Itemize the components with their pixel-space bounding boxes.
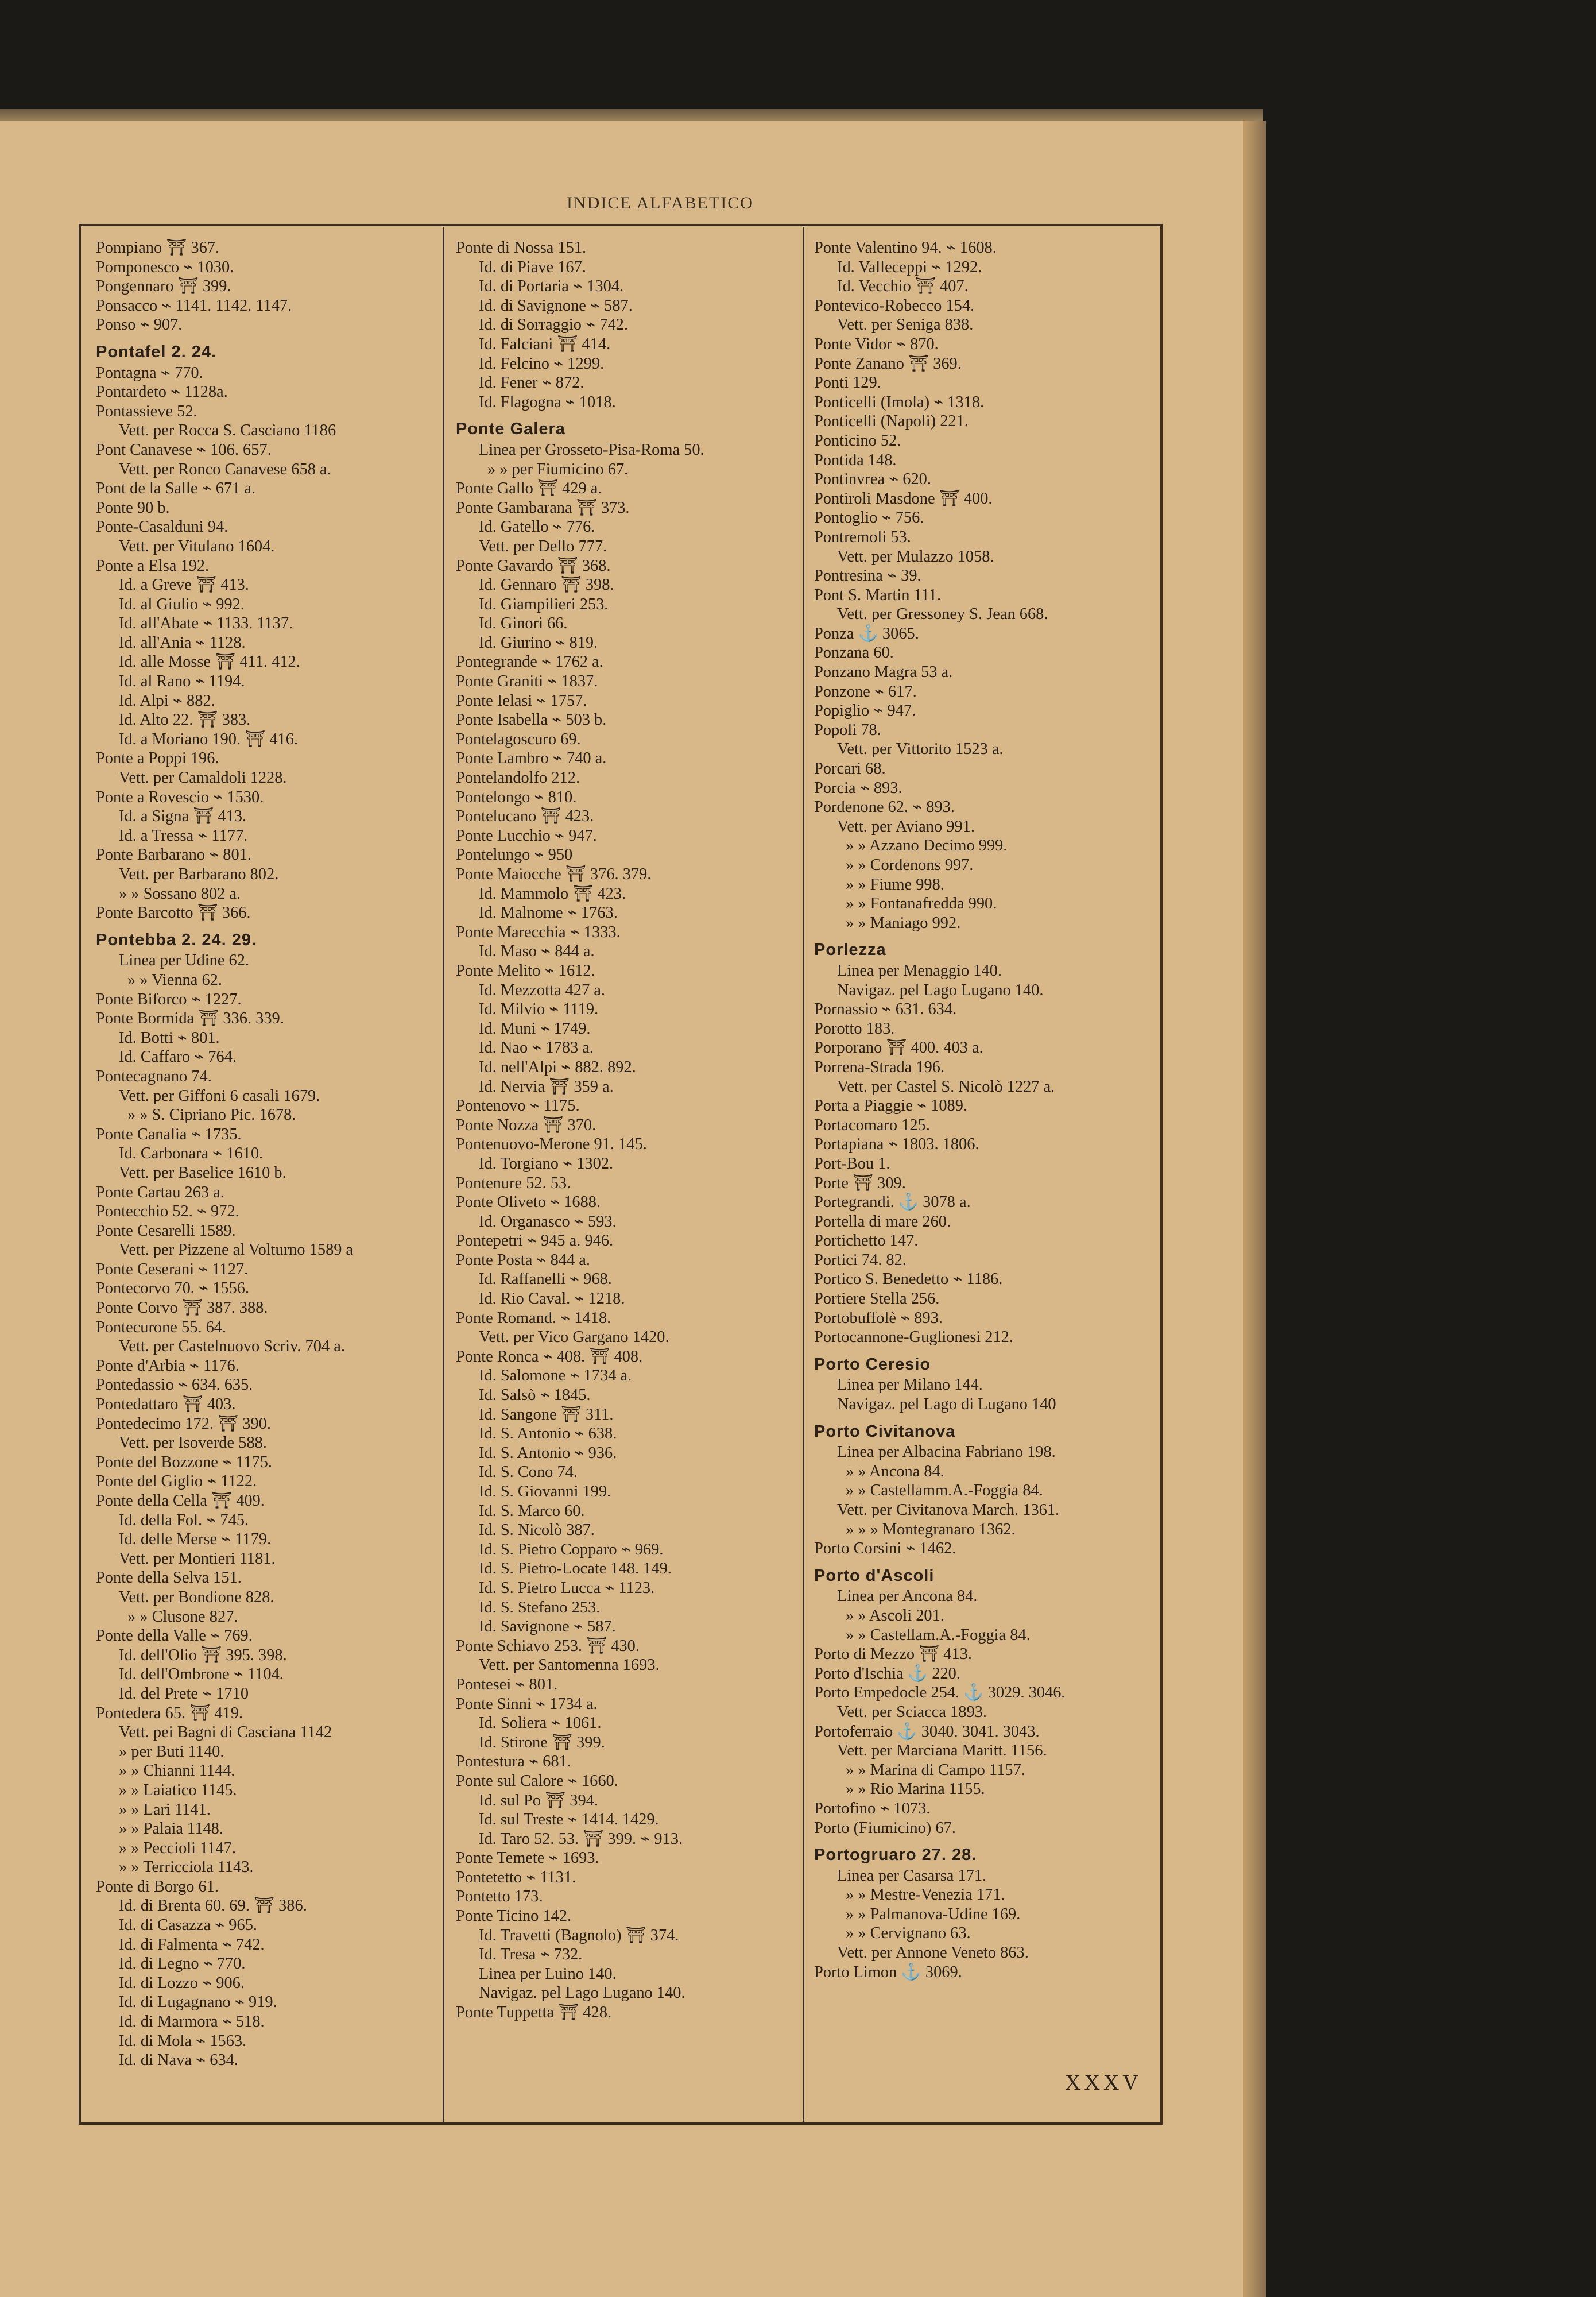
index-entry: Ponte Corvo ⛩ 387. 388. bbox=[96, 1299, 268, 1317]
index-column-1 bbox=[96, 238, 446, 2116]
index-entry: Id. S. Pietro Copparo ⌁ 969. bbox=[479, 1540, 664, 1559]
index-heading: Portogruaro 27. 28. bbox=[814, 1846, 977, 1865]
index-entry: Id. S. Pietro Lucca ⌁ 1123. bbox=[479, 1579, 655, 1597]
index-entry: Ponte a Poppi 196. bbox=[96, 749, 219, 768]
index-entry: Porta a Piaggie ⌁ 1089. bbox=[814, 1097, 968, 1115]
index-entry: Id. Gennaro ⛩ 398. bbox=[479, 576, 614, 594]
index-entry: Id. di Portaria ⌁ 1304. bbox=[479, 277, 624, 296]
index-entry: Id. a Greve ⛩ 413. bbox=[119, 576, 249, 594]
index-entry: Portoferraio ⚓ 3040. 3041. 3043. bbox=[814, 1722, 1040, 1741]
index-entry: Ponte della Selva 151. bbox=[96, 1569, 242, 1587]
index-entry: Ponte Temete ⌁ 1693. bbox=[456, 1849, 599, 1867]
index-entry: Navigaz. pel Lago Lugano 140. bbox=[837, 981, 1044, 999]
index-entry: » » Cordenons 997. bbox=[846, 856, 974, 874]
index-entry: Vett. per Rocca S. Casciano 1186 bbox=[119, 421, 336, 440]
index-entry: Id. Soliera ⌁ 1061. bbox=[479, 1714, 602, 1733]
index-entry: Id. S. Antonio ⌁ 638. bbox=[479, 1425, 617, 1443]
index-entry: Pontardeto ⌁ 1128a. bbox=[96, 383, 228, 401]
index-entry: Vett. per Vitulano 1604. bbox=[119, 537, 275, 555]
index-entry: Popiglio ⌁ 947. bbox=[814, 702, 916, 720]
index-entry: Vett. per Pizzene al Volturno 1589 a bbox=[119, 1241, 354, 1259]
index-entry: Ponti 129. bbox=[814, 374, 881, 392]
index-entry: Ponsacco ⌁ 1141. 1142. 1147. bbox=[96, 296, 292, 315]
index-entry: Id. dell'Ombrone ⌁ 1104. bbox=[119, 1665, 284, 1684]
index-entry: » » Terricciola 1143. bbox=[119, 1858, 254, 1877]
index-entry: Id. Alto 22. ⛩ 383. bbox=[119, 711, 251, 729]
index-entry: » » Fontanafredda 990. bbox=[846, 895, 997, 913]
index-entry: Id. di Piave 167. bbox=[479, 258, 586, 276]
index-entry: Vett. per Camaldoli 1228. bbox=[119, 769, 287, 787]
index-entry: Linea per Albacina Fabriano 198. bbox=[837, 1443, 1056, 1461]
index-entry: Ponte Barbarano ⌁ 801. bbox=[96, 846, 251, 864]
index-entry: Id. sul Treste ⌁ 1414. 1429. bbox=[479, 1811, 659, 1829]
index-entry: » » Castellam.A.-Foggia 84. bbox=[846, 1626, 1031, 1644]
index-entry: Ponte Schiavo 253. ⛩ 430. bbox=[456, 1637, 640, 1655]
index-entry: Pontecurone 55. 64. bbox=[96, 1318, 227, 1336]
index-column-2 bbox=[456, 238, 806, 2116]
index-entry: Ponte Lambro ⌁ 740 a. bbox=[456, 749, 607, 768]
index-entry: Pontestura ⌁ 681. bbox=[456, 1753, 571, 1771]
index-entry: Id. Valleceppi ⌁ 1292. bbox=[837, 258, 982, 276]
index-entry: Ponte 90 b. bbox=[96, 498, 170, 517]
index-entry: Ponticelli (Napoli) 221. bbox=[814, 412, 969, 431]
index-entry: Pontelandolfo 212. bbox=[456, 769, 580, 787]
index-entry: » » Clusone 827. bbox=[127, 1607, 238, 1626]
index-entry: Vett. per Aviano 991. bbox=[837, 817, 975, 836]
index-entry: Porcari 68. bbox=[814, 760, 886, 778]
index-entry: Pontelagoscuro 69. bbox=[456, 730, 581, 748]
index-entry: Id. Maso ⌁ 844 a. bbox=[479, 942, 595, 961]
index-entry: Ponte Nozza ⛩ 370. bbox=[456, 1116, 596, 1134]
index-entry: Id. Travetti (Bagnolo) ⛩ 374. bbox=[479, 1926, 679, 1944]
index-entry: Ponte Graniti ⌁ 1837. bbox=[456, 672, 598, 691]
index-entry: Pontresina ⌁ 39. bbox=[814, 567, 921, 585]
index-entry: » » Laiatico 1145. bbox=[119, 1781, 237, 1799]
index-entry: Id. di Legno ⌁ 770. bbox=[119, 1955, 246, 1973]
index-entry: Porto di Mezzo ⛩ 413. bbox=[814, 1645, 972, 1664]
index-entry: Port-Bou 1. bbox=[814, 1154, 890, 1173]
index-entry: Ponte a Rovescio ⌁ 1530. bbox=[96, 788, 264, 806]
index-entry: Ponte Vidor ⌁ 870. bbox=[814, 335, 939, 353]
index-entry: Id. S. Pietro-Locate 148. 149. bbox=[479, 1560, 672, 1578]
index-entry: Pontetetto ⌁ 1131. bbox=[456, 1868, 576, 1886]
index-entry: Linea per Luino 140. bbox=[479, 1965, 617, 1983]
index-entry: Vett. per Vittorito 1523 a. bbox=[837, 740, 1004, 759]
index-entry: Id. Rio Caval. ⌁ 1218. bbox=[479, 1290, 625, 1308]
index-entry: Id. Carbonara ⌁ 1610. bbox=[119, 1144, 264, 1163]
index-entry: Porte ⛩ 309. bbox=[814, 1174, 906, 1192]
index-entry: Pontoglio ⌁ 756. bbox=[814, 509, 924, 527]
index-entry: Id. di Casazza ⌁ 965. bbox=[119, 1916, 257, 1935]
index-entry: Ponzano Magra 53 a. bbox=[814, 663, 953, 682]
index-entry: Id. Nervia ⛩ 359 a. bbox=[479, 1077, 614, 1096]
index-entry: Pontelongo ⌁ 810. bbox=[456, 788, 577, 806]
index-entry: Portobuffolè ⌁ 893. bbox=[814, 1309, 943, 1327]
index-heading: Pontebba 2. 24. 29. bbox=[96, 930, 257, 949]
index-entry: Porrena-Strada 196. bbox=[814, 1058, 945, 1076]
index-entry: Id. nell'Alpi ⌁ 882. 892. bbox=[479, 1058, 636, 1076]
index-entry: Ponte Barcotto ⛩ 366. bbox=[96, 904, 251, 922]
index-entry: Linea per Milano 144. bbox=[837, 1376, 983, 1394]
index-entry: Id. Alpi ⌁ 882. bbox=[119, 691, 215, 710]
index-entry: Ponte Zanano ⛩ 369. bbox=[814, 354, 962, 373]
index-entry: Pornassio ⌁ 631. 634. bbox=[814, 1000, 957, 1019]
index-entry: Portichetto 147. bbox=[814, 1232, 919, 1250]
index-entry: Ponte Ronca ⌁ 408. ⛩ 408. bbox=[456, 1347, 643, 1366]
index-entry: Porcia ⌁ 893. bbox=[814, 779, 902, 797]
index-entry: Id. S. Marco 60. bbox=[479, 1502, 585, 1520]
index-entry: Pontevico-Robecco 154. bbox=[814, 296, 975, 315]
index-entry: Ponte Romand. ⌁ 1418. bbox=[456, 1309, 611, 1327]
index-entry: Id. Giampilieri 253. bbox=[479, 595, 609, 613]
index-entry: Id. Savignone ⌁ 587. bbox=[479, 1618, 616, 1636]
index-entry: Pontida 148. bbox=[814, 451, 897, 469]
index-entry: Pomponesco ⌁ 1030. bbox=[96, 258, 234, 276]
index-entry: Vett. per Mulazzo 1058. bbox=[837, 547, 994, 566]
index-entry: Id. Raffanelli ⌁ 968. bbox=[479, 1270, 612, 1289]
index-entry: » » per Fiumicino 67. bbox=[487, 460, 629, 478]
index-entry: Ponzana 60. bbox=[814, 644, 894, 662]
index-entry: Porto (Fiumicino) 67. bbox=[814, 1819, 956, 1837]
index-heading: Porto Civitanova bbox=[814, 1422, 956, 1441]
index-entry: Ponte Biforco ⌁ 1227. bbox=[96, 990, 242, 1008]
index-entry: Ponte Gavardo ⛩ 368. bbox=[456, 556, 611, 575]
index-entry: Vett. per Montieri 1181. bbox=[119, 1549, 276, 1568]
index-entry: Ponte del Bozzone ⌁ 1175. bbox=[96, 1453, 272, 1471]
index-entry: Ponte Isabella ⌁ 503 b. bbox=[456, 711, 607, 729]
index-entry: Navigaz. pel Lago Lugano 140. bbox=[479, 1984, 685, 2002]
index-entry: Vett. per Santomenna 1693. bbox=[479, 1656, 660, 1675]
index-entry: Id. all'Abate ⌁ 1133. 1137. bbox=[119, 614, 293, 633]
index-entry: Vett. per Dello 777. bbox=[479, 537, 607, 555]
index-entry: Pont de la Salle ⌁ 671 a. bbox=[96, 479, 256, 498]
index-entry: Portiere Stella 256. bbox=[814, 1290, 940, 1308]
index-entry: Pontiroli Masdone ⛩ 400. bbox=[814, 489, 993, 508]
index-entry: Id. di Lozzo ⌁ 906. bbox=[119, 1974, 245, 1992]
index-entry: Pont S. Martin 111. bbox=[814, 586, 942, 604]
index-entry: Ponte Valentino 94. ⌁ 1608. bbox=[814, 239, 997, 257]
index-entry: Ponte Cesarelli 1589. bbox=[96, 1221, 236, 1240]
index-entry: Vett. per Ronco Canavese 658 a. bbox=[119, 460, 331, 478]
index-entry: Vett. per Bondione 828. bbox=[119, 1588, 274, 1606]
index-entry: Portegrandi. ⚓ 3078 a. bbox=[814, 1193, 971, 1212]
index-entry: » » Cervignano 63. bbox=[846, 1924, 971, 1943]
index-entry: Ponte Gallo ⛩ 429 a. bbox=[456, 479, 602, 498]
index-entry: Id. Muni ⌁ 1749. bbox=[479, 1019, 591, 1038]
index-entry: Ponte Canalia ⌁ 1735. bbox=[96, 1125, 242, 1143]
index-entry: Id. di Nava ⌁ 634. bbox=[119, 2051, 238, 2070]
index-entry: Pont Canavese ⌁ 106. 657. bbox=[96, 440, 272, 459]
index-entry: Vett. per Marciana Maritt. 1156. bbox=[837, 1742, 1047, 1760]
index-entry: Id. Salomone ⌁ 1734 a. bbox=[479, 1367, 632, 1385]
index-entry: Id. Flagogna ⌁ 1018. bbox=[479, 393, 616, 411]
index-entry: Id. S. Cono 74. bbox=[479, 1463, 578, 1482]
index-entry: Linea per Udine 62. bbox=[119, 952, 250, 970]
index-entry: Porto Empedocle 254. ⚓ 3029. 3046. bbox=[814, 1684, 1066, 1702]
index-entry: Vett. per Vico Gargano 1420. bbox=[479, 1328, 669, 1347]
index-entry: » » Sossano 802 a. bbox=[119, 884, 241, 903]
index-entry: Ponte Tuppetta ⛩ 428. bbox=[456, 2004, 612, 2022]
index-entry: Id. di Savignone ⌁ 587. bbox=[479, 296, 633, 315]
index-entry: Id. S. Giovanni 199. bbox=[479, 1483, 611, 1501]
index-entry: Id. Botti ⌁ 801. bbox=[119, 1028, 220, 1047]
index-entry: » » Azzano Decimo 999. bbox=[846, 837, 1008, 855]
index-entry: Id. Caffaro ⌁ 764. bbox=[119, 1048, 237, 1066]
index-entry: Id. Salsò ⌁ 1845. bbox=[479, 1386, 591, 1405]
index-entry: Id. S. Stefano 253. bbox=[479, 1598, 601, 1617]
index-column-3 bbox=[814, 238, 1164, 2116]
index-entry: Pontecagnano 74. bbox=[96, 1067, 212, 1085]
index-entry: Id. di Lugagnano ⌁ 919. bbox=[119, 1993, 277, 2012]
index-entry: Linea per Casarsa 171. bbox=[837, 1866, 987, 1885]
index-entry: Ponte Maiocche ⛩ 376. 379. bbox=[456, 865, 652, 883]
index-entry: Ponza ⚓ 3065. bbox=[814, 624, 919, 643]
index-entry: Ponte Cartau 263 a. bbox=[96, 1183, 224, 1201]
index-entry: » » » Montegranaro 1362. bbox=[846, 1520, 1016, 1538]
index-entry: Ponzone ⌁ 617. bbox=[814, 682, 917, 701]
index-entry: Id. di Mola ⌁ 1563. bbox=[119, 2032, 247, 2050]
index-heading: Porto d'Ascoli bbox=[814, 1566, 935, 1585]
index-entry: Id. delle Merse ⌁ 1179. bbox=[119, 1530, 272, 1549]
index-entry: Pongennaro ⛩ 399. bbox=[96, 277, 231, 296]
index-entry: Ponso ⌁ 907. bbox=[96, 316, 183, 334]
index-entry: Id. del Prete ⌁ 1710 bbox=[119, 1684, 249, 1703]
index-entry: Id. Taro 52. 53. ⛩ 399. ⌁ 913. bbox=[479, 1830, 683, 1848]
index-entry: Portici 74. 82. bbox=[814, 1251, 907, 1269]
index-entry: Porto Limon ⚓ 3069. bbox=[814, 1963, 962, 1981]
index-entry: » » Marina di Campo 1157. bbox=[846, 1761, 1025, 1779]
index-entry: » » Vienna 62. bbox=[127, 970, 222, 989]
index-entry: Pontetto 173. bbox=[456, 1888, 543, 1906]
index-entry: Id. Fener ⌁ 872. bbox=[479, 374, 584, 392]
index-entry: Id. Mammolo ⛩ 423. bbox=[479, 884, 626, 903]
index-entry: Ponte Sinni ⌁ 1734 a. bbox=[456, 1695, 598, 1713]
index-entry: Ponticelli (Imola) ⌁ 1318. bbox=[814, 393, 985, 411]
index-entry: » » Palaia 1148. bbox=[119, 1820, 223, 1838]
index-entry: Id. Sangone ⛩ 311. bbox=[479, 1405, 614, 1424]
index-entry: Ponte sul Calore ⌁ 1660. bbox=[456, 1772, 618, 1790]
index-heading: Porto Ceresio bbox=[814, 1355, 931, 1374]
index-entry: Id. all'Ania ⌁ 1128. bbox=[119, 633, 246, 652]
index-entry: Linea per Ancona 84. bbox=[837, 1587, 978, 1606]
index-entry: Ponte della Valle ⌁ 769. bbox=[96, 1627, 253, 1645]
page-header: INDICE ALFABETICO bbox=[567, 194, 754, 212]
index-entry: Id. Felcino ⌁ 1299. bbox=[479, 354, 605, 373]
index-entry: Ponte Bormida ⛩ 336. 339. bbox=[96, 1010, 284, 1028]
index-entry: Id. Giurino ⌁ 819. bbox=[479, 633, 598, 652]
index-entry: Vett. per Isoverde 588. bbox=[119, 1434, 267, 1452]
index-entry: Vett. per Gressoney S. Jean 668. bbox=[837, 605, 1048, 624]
index-entry: Id. a Moriano 190. ⛩ 416. bbox=[119, 730, 299, 748]
index-entry: Ponte di Nossa 151. bbox=[456, 239, 587, 257]
index-entry: Pontedera 65. ⛩ 419. bbox=[96, 1704, 243, 1722]
index-entry: Pontelucano ⛩ 423. bbox=[456, 807, 594, 826]
page-number: XXXV bbox=[1065, 2071, 1142, 2095]
index-entry: Portacomaro 125. bbox=[814, 1116, 930, 1134]
index-entry: Pontinvrea ⌁ 620. bbox=[814, 470, 931, 489]
index-entry: Id. Nao ⌁ 1783 a. bbox=[479, 1039, 594, 1057]
index-entry: » » Lari 1141. bbox=[119, 1800, 211, 1819]
index-entry: » » Ascoli 201. bbox=[846, 1606, 944, 1625]
index-entry: Id. Malnome ⌁ 1763. bbox=[479, 904, 618, 922]
index-entry: Pontedecimo 172. ⛩ 390. bbox=[96, 1414, 271, 1433]
index-entry: Ponte-Casalduni 94. bbox=[96, 518, 228, 536]
index-entry: Id. Stirone ⛩ 399. bbox=[479, 1733, 605, 1751]
index-entry: Id. Gatello ⌁ 776. bbox=[479, 518, 595, 536]
index-entry: Id. di Marmora ⌁ 518. bbox=[119, 2013, 265, 2031]
index-entry: Popoli 78. bbox=[814, 721, 881, 739]
index-entry: Porporano ⛩ 400. 403 a. bbox=[814, 1039, 983, 1057]
page-edge bbox=[1243, 121, 1266, 2297]
index-entry: Ponte Ielasi ⌁ 1757. bbox=[456, 691, 587, 710]
index-entry: Ponte Ceserani ⌁ 1127. bbox=[96, 1260, 249, 1278]
index-entry: Ponte d'Arbia ⌁ 1176. bbox=[96, 1356, 239, 1375]
index-entry: Linea per Grosseto-Pisa-Roma 50. bbox=[479, 440, 704, 459]
index-entry: Vett. per Castelnuovo Scriv. 704 a. bbox=[119, 1337, 345, 1356]
index-entry: Id. al Giulio ⌁ 992. bbox=[119, 595, 245, 613]
index-entry: Vett. per Sciacca 1893. bbox=[837, 1703, 987, 1721]
index-entry: Pontedassio ⌁ 634. 635. bbox=[96, 1376, 253, 1394]
index-entry: Pontegrande ⌁ 1762 a. bbox=[456, 653, 603, 671]
index-entry: Id. Milvio ⌁ 1119. bbox=[479, 1000, 599, 1019]
index-entry: Ponte Gambarana ⛩ 373. bbox=[456, 498, 630, 517]
index-entry: Vett. per Annone Veneto 863. bbox=[837, 1944, 1029, 1962]
index-entry: Vett. per Civitanova March. 1361. bbox=[837, 1501, 1060, 1519]
index-entry: Vett. pei Bagni di Casciana 1142 bbox=[119, 1723, 332, 1742]
index-entry: Pontedattaro ⛩ 403. bbox=[96, 1395, 236, 1414]
index-entry: Portapiana ⌁ 1803. 1806. bbox=[814, 1135, 979, 1154]
index-entry: Ponte Oliveto ⌁ 1688. bbox=[456, 1193, 601, 1212]
index-entry: Id. di Brenta 60. 69. ⛩ 386. bbox=[119, 1897, 307, 1915]
index-entry: Pontenure 52. 53. bbox=[456, 1174, 571, 1192]
index-entry: Porto Corsini ⌁ 1462. bbox=[814, 1540, 956, 1558]
index-entry: Pontenuovo-Merone 91. 145. bbox=[456, 1135, 647, 1154]
index-entry: » » Palmanova-Udine 169. bbox=[846, 1905, 1021, 1923]
index-entry: Pordenone 62. ⌁ 893. bbox=[814, 798, 955, 817]
index-entry: Ponte del Giglio ⌁ 1122. bbox=[96, 1472, 257, 1491]
index-entry: Id. alle Mosse ⛩ 411. 412. bbox=[119, 653, 300, 671]
index-entry: Ponte Marecchia ⌁ 1333. bbox=[456, 923, 621, 941]
index-entry: Portella di mare 260. bbox=[814, 1212, 951, 1231]
index-entry: Vett. per Barbarano 802. bbox=[119, 865, 279, 883]
index-entry: Id. Organasco ⌁ 593. bbox=[479, 1212, 617, 1231]
index-entry: Ponte a Elsa 192. bbox=[96, 556, 210, 575]
index-heading: Pontafel 2. 24. bbox=[96, 342, 217, 361]
index-entry: Vett. per Seniga 838. bbox=[837, 316, 974, 334]
index-entry: » » Maniago 992. bbox=[846, 914, 961, 932]
index-entry: Vett. per Giffoni 6 casali 1679. bbox=[119, 1086, 320, 1105]
index-entry: » » Peccioli 1147. bbox=[119, 1839, 236, 1857]
index-entry: Id. di Sorraggio ⌁ 742. bbox=[479, 316, 628, 334]
index-entry: » » Mestre-Venezia 171. bbox=[846, 1886, 1005, 1904]
index-entry: Portocannone-Guglionesi 212. bbox=[814, 1328, 1013, 1347]
index-entry: Portico S. Benedetto ⌁ 1186. bbox=[814, 1270, 1003, 1289]
index-entry: Id. Tresa ⌁ 732. bbox=[479, 1946, 583, 1964]
index-entry: Id. Torgiano ⌁ 1302. bbox=[479, 1154, 614, 1173]
index-entry: » » S. Cipriano Pic. 1678. bbox=[127, 1106, 296, 1124]
index-entry: Pontepetri ⌁ 945 a. 946. bbox=[456, 1232, 614, 1250]
index-entry: Pompiano ⛩ 367. bbox=[96, 239, 220, 257]
index-entry: » » Rio Marina 1155. bbox=[846, 1780, 985, 1799]
index-entry: Pontelungo ⌁ 950 bbox=[456, 846, 573, 864]
index-entry: Ponte Posta ⌁ 844 a. bbox=[456, 1251, 590, 1269]
index-entry: Pontecchio 52. ⌁ 972. bbox=[96, 1202, 239, 1221]
index-entry: Pontenovo ⌁ 1175. bbox=[456, 1097, 580, 1115]
index-heading: Porlezza bbox=[814, 941, 886, 960]
index-entry: Id. a Tressa ⌁ 1177. bbox=[119, 826, 248, 845]
index-entry: Id. a Signa ⛩ 413. bbox=[119, 807, 247, 826]
index-entry: Id. sul Po ⛩ 394. bbox=[479, 1791, 598, 1809]
index-entry: Id. Ginori 66. bbox=[479, 614, 568, 633]
index-entry: Pontassieve 52. bbox=[96, 402, 197, 420]
index-entry: Id. al Rano ⌁ 1194. bbox=[119, 672, 245, 691]
index-entry: Vett. per Baselice 1610 b. bbox=[119, 1163, 286, 1182]
index-entry: Vett. per Castel S. Nicolò 1227 a. bbox=[837, 1077, 1055, 1096]
index-entry: Ponte Lucchio ⌁ 947. bbox=[456, 826, 597, 845]
index-entry: Ponte di Borgo 61. bbox=[96, 1877, 219, 1896]
index-entry: Linea per Menaggio 140. bbox=[837, 961, 1002, 980]
index-entry: Porto d'Ischia ⚓ 220. bbox=[814, 1664, 960, 1683]
index-entry: » » Chianni 1144. bbox=[119, 1762, 235, 1780]
index-entry: » » Fiume 998. bbox=[846, 875, 944, 894]
index-entry: Ponte Ticino 142. bbox=[456, 1907, 572, 1925]
index-heading: Ponte Galera bbox=[456, 420, 565, 439]
index-entry: Id. S. Nicolò 387. bbox=[479, 1521, 595, 1540]
index-entry: Id. S. Antonio ⌁ 936. bbox=[479, 1444, 617, 1462]
index-entry: Ponte della Cella ⛩ 409. bbox=[96, 1492, 265, 1510]
index-entry: Ponte Melito ⌁ 1612. bbox=[456, 961, 595, 980]
index-entry: » per Buti 1140. bbox=[119, 1742, 224, 1761]
index-entry: Pontremoli 53. bbox=[814, 528, 911, 546]
index-entry: Ponticino 52. bbox=[814, 431, 901, 450]
index-entry: Id. di Falmenta ⌁ 742. bbox=[119, 1935, 265, 1954]
index-entry: Pontecorvo 70. ⌁ 1556. bbox=[96, 1279, 250, 1298]
index-entry: Id. Falciani ⛩ 414. bbox=[479, 335, 611, 353]
index-entry: » » Castellamm.A.-Foggia 84. bbox=[846, 1482, 1043, 1500]
index-entry: Id. della Fol. ⌁ 745. bbox=[119, 1511, 249, 1529]
index-entry: Pontagna ⌁ 770. bbox=[96, 364, 203, 382]
index-entry: Navigaz. pel Lago di Lugano 140 bbox=[837, 1395, 1056, 1414]
index-entry: Porotto 183. bbox=[814, 1019, 895, 1038]
index-entry: Id. Vecchio ⛩ 407. bbox=[837, 277, 969, 296]
index-entry: » » Ancona 84. bbox=[846, 1462, 944, 1480]
index-entry: Id. Mezzotta 427 a. bbox=[479, 981, 605, 999]
index-entry: Portofino ⌁ 1073. bbox=[814, 1799, 931, 1818]
index-entry: Id. dell'Olio ⛩ 395. 398. bbox=[119, 1646, 287, 1664]
index-entry: Pontesei ⌁ 801. bbox=[456, 1675, 558, 1693]
